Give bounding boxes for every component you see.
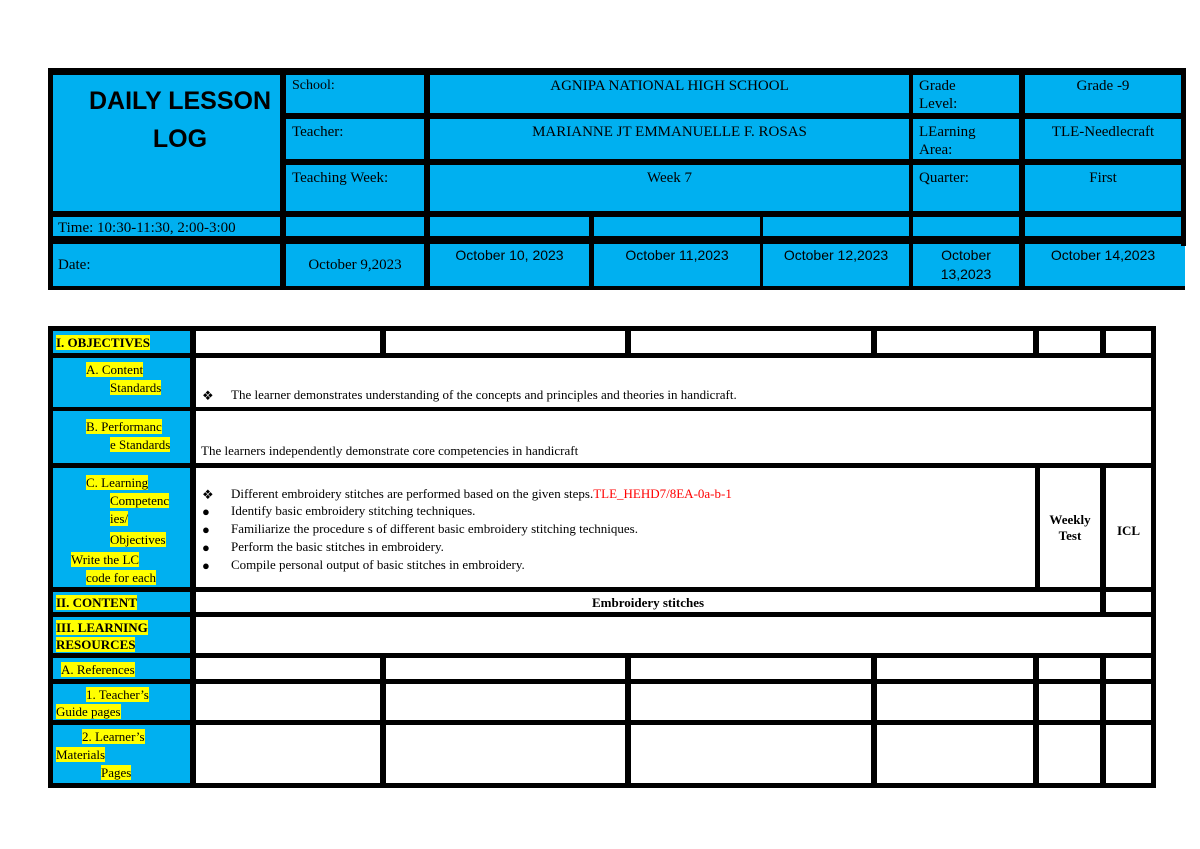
date-cell: 13,2023 [940, 266, 992, 282]
learners-materials-label: Pages [101, 765, 132, 780]
header-hline [53, 211, 1181, 217]
header-border-top [48, 68, 1185, 75]
header-border-right [1181, 68, 1186, 246]
bullet-icon: ● [202, 504, 210, 519]
performance-standards-text: The learners independently demonstrate core competencies in handicraft [201, 443, 579, 458]
column-marker [1033, 331, 1039, 353]
icl-label: ICL [1116, 523, 1141, 538]
column-marker [1100, 331, 1106, 353]
competencies-label: ies/ [110, 511, 129, 526]
competencies-label: Objectives [110, 532, 166, 547]
references-label: A. References [61, 662, 135, 677]
ref-vline [1033, 658, 1039, 783]
date-cell: October [941, 247, 991, 263]
school-value: AGNIPA NATIONAL HIGH SCHOOL [550, 78, 789, 94]
header-border-left [48, 68, 53, 290]
lesson-hline [53, 612, 1151, 617]
resources-label: RESOURCES [56, 637, 136, 652]
competency-code: TLE_HEHD7/8EA-0a-b-1 [593, 486, 732, 501]
date-cell: October 12,2023 [783, 247, 889, 263]
week-value: Week 7 [646, 170, 693, 186]
lesson-hline [53, 679, 1151, 684]
date-cell: October 11,2023 [625, 247, 729, 263]
content-divider [1100, 592, 1106, 612]
date-cell: October 9,2023 [308, 257, 402, 273]
week-label: Teaching Week: [292, 170, 389, 186]
diamond-bullet-icon: ❖ [202, 388, 214, 403]
ref-vline [1100, 658, 1106, 783]
content-label: II. CONTENT [56, 595, 137, 610]
header-hline [286, 159, 1181, 165]
lesson-border-bottom [48, 783, 1156, 788]
ref-vline [380, 658, 386, 783]
teacher-value: MARIANNE JT EMMANUELLE F. ROSAS [532, 124, 807, 140]
competency-item: Perform the basic stitches in embroidery. [231, 539, 444, 554]
resources-label: III. LEARNING [56, 620, 148, 635]
lesson-border-right [1151, 326, 1156, 788]
grade-label-1: Grade [919, 78, 956, 94]
lesson-border-left [48, 326, 53, 788]
teacher-label: Teacher: [292, 124, 344, 140]
teachers-guide-label: 1. Teacher’s [86, 687, 149, 702]
content-standards-label: Standards [110, 380, 162, 395]
content-standards-text: The learner demonstrates understanding of the concepts and principles and theories in handicraft. [231, 387, 737, 402]
school-label: School: [292, 78, 335, 93]
column-marker [625, 331, 631, 353]
header-hline [286, 113, 1181, 119]
lesson-hline [53, 353, 1151, 358]
label-column-divider [190, 326, 196, 788]
grade-label-2: Level: [919, 96, 958, 112]
lesson-hline [53, 463, 1151, 468]
content-standards-label: A. Content [86, 362, 144, 377]
column-marker [871, 331, 877, 353]
performance-standards-label: B. Performanc [86, 419, 162, 434]
content-value: Embroidery stitches [591, 595, 705, 610]
competencies-label: Write the LC [71, 552, 140, 567]
competency-item: Compile personal output of basic stitches in embroidery. [231, 557, 525, 572]
performance-standards-label: e Standards [110, 437, 171, 452]
learners-materials-label: 2. Learner’s [82, 729, 145, 744]
log-title-line1: DAILY LESSON [89, 87, 271, 115]
quarter-label: Quarter: [919, 170, 969, 186]
area-value: TLE-Needlecraft [1051, 124, 1155, 140]
lesson-hline [53, 720, 1151, 725]
date-cell: October 14,2023 [1050, 247, 1156, 263]
area-label-1: LEarning [919, 124, 976, 140]
date-cell: October 10, 2023 [455, 247, 564, 263]
ref-vline [625, 658, 631, 783]
bullet-icon: ● [202, 522, 210, 537]
ref-vline [871, 658, 877, 783]
diamond-bullet-icon: ❖ [202, 487, 214, 502]
learners-materials-label: Materials [56, 747, 106, 762]
competencies-label: C. Learning [86, 475, 149, 490]
column-marker [380, 331, 386, 353]
grade-value: Grade -9 [1076, 78, 1130, 94]
teachers-guide-label: Guide pages [56, 704, 121, 719]
lesson-hline [53, 587, 1151, 592]
header-border-bottom [48, 286, 1185, 290]
competency-item: Identify basic embroidery stitching techniques. [231, 503, 476, 518]
lesson-border-top [48, 326, 1156, 331]
bullet-icon: ● [202, 540, 210, 555]
objectives-label: I. OBJECTIVES [56, 335, 150, 350]
quarter-value: First [1089, 170, 1117, 186]
bullet-icon: ● [202, 558, 210, 573]
competencies-label: Competenc [110, 493, 170, 508]
competency-main: Different embroidery stitches are performed based on the given steps.TLE_HEHD7/8EA-0a-b-1 [231, 486, 732, 501]
time-label: Time: 10:30-11:30, 2:00-3:00 [58, 220, 236, 236]
competency-item: Familiarize the procedure s of different basic embroidery stitching techniques. [231, 521, 638, 536]
lesson-hline [53, 653, 1151, 658]
log-title-line2: LOG [152, 125, 208, 153]
header-hline [53, 236, 1181, 244]
competencies-label: code for each [86, 570, 157, 585]
weekly-test-label: Weekly Test [1049, 512, 1091, 543]
date-label: Date: [58, 257, 91, 273]
area-label-2: Area: [919, 142, 953, 158]
lesson-hline [53, 407, 1151, 411]
